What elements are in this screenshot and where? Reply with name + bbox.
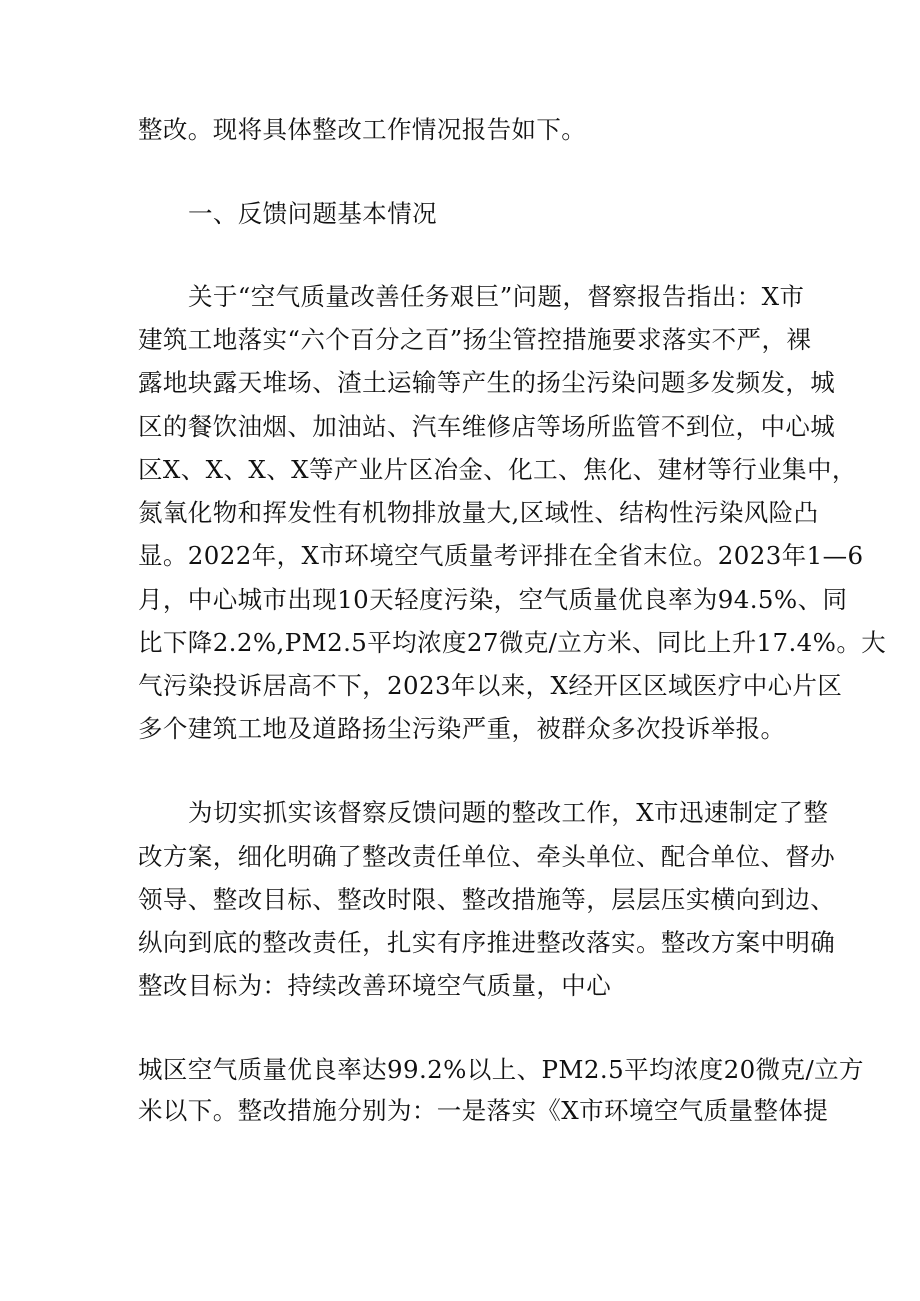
paragraph-line: 米以下。整改措施分别为：一是落实《X市环境空气质量整体提 — [138, 1096, 829, 1125]
paragraph-line: 区的餐饮油烟、加油站、汽车维修店等场所监管不到位，中心城 — [138, 412, 836, 441]
paragraph-line: 比下降2.2%,PM2.5平均浓度27微克/立方米、同比上升17.4%。大 — [138, 628, 887, 657]
paragraph-line: 改方案，细化明确了整改责任单位、牵头单位、配合单位、督办 — [138, 842, 836, 871]
paragraph-line: 领导、整改目标、整改时限、整改措施等，层层压实横向到边、 — [138, 885, 836, 914]
paragraph-line: 显。2022年，X市环境空气质量考评排在全省末位。2023年1—6 — [138, 541, 864, 570]
paragraph-line: 区X、X、X、X等产业片区冶金、化工、焦化、建材等行业集中， — [138, 455, 857, 484]
paragraph-line: 多个建筑工地及道路扬尘污染严重，被群众多次投诉举报。 — [138, 714, 786, 743]
paragraph-line: 氮氧化物和挥发性有机物排放量大,区域性、结构性污染风险凸 — [138, 498, 819, 527]
paragraph-line: 城区空气质量优良率达99.2%以上、PM2.5平均浓度20微克/立方 — [138, 1055, 864, 1084]
paragraph-line: 月，中心城市出现10天轻度污染，空气质量优良率为94.5%、同 — [138, 585, 848, 614]
paragraph-line: 露地块露天堆场、渣土运输等产生的扬尘污染问题多发频发，城 — [138, 368, 836, 397]
paragraph-line: 纵向到底的整改责任，扎实有序推进整改落实。整改方案中明确 — [138, 928, 836, 957]
opening-line: 整改。现将具体整改工作情况报告如下。 — [138, 115, 587, 144]
paragraph-line: 关于“空气质量改善任务艰巨”问题，督察报告指出：X市 — [188, 282, 805, 311]
paragraph-line: 建筑工地落实“六个百分之百”扬尘管控措施要求落实不严，裸 — [138, 325, 812, 354]
paragraph-line: 为切实抓实该督察反馈问题的整改工作，X市迅速制定了整 — [188, 798, 829, 827]
paragraph-line: 整改目标为：持续改善环境空气质量，中心 — [138, 971, 612, 1000]
paragraph-line: 气污染投诉居高不下，2023年以来，X经开区区域医疗中心片区 — [138, 671, 843, 700]
section-heading: 一、反馈问题基本情况 — [188, 199, 437, 228]
